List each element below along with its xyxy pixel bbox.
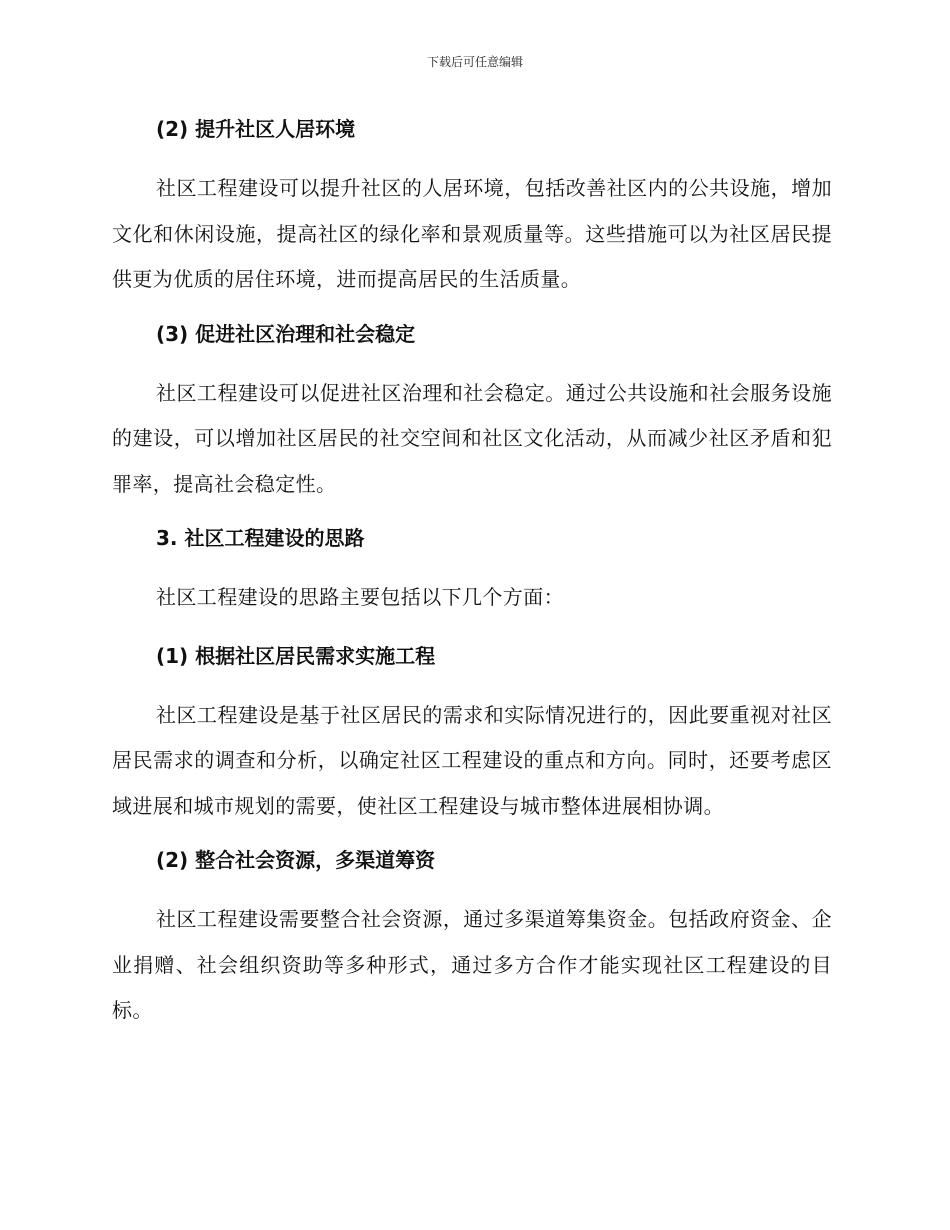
section-heading: (2) 提升社区人居环境 — [156, 117, 356, 141]
section-heading: (3) 促进社区治理和社会稳定 — [156, 321, 416, 346]
paragraph: 社区工程建设的思路主要包括以下几个方面： — [156, 585, 564, 609]
page-header: 下载后可任意编辑 — [426, 55, 523, 69]
document-body — [112, 110, 832, 1046]
section-heading: (2) 整合社会资源，多渠道筹资 — [156, 848, 436, 872]
paragraph: 社区工程建设需要整合社会资源，通过多渠道筹集资金。包括政府资金、企业捐赠、社会组织资助等多种形式，通过多方合作才能实现社区工程建设的目标。 — [112, 907, 832, 1022]
section-heading: (1) 根据社区居民需求实施工程 — [156, 643, 436, 668]
paragraph: 社区工程建设是基于社区居民的需求和实际情况进行的，因此要重视对社区居民需求的调查和分析，以确定社区工程建设的重点和方向。同时，还要考虑区域进展和城市规划的需要，使社区工程建设与城市整体进展相协调。 — [112, 702, 832, 818]
paragraph: 社区工程建设可以促进社区治理和社会稳定。通过公共设施和社会服务设施的建设，可以增加社区居民的社交空间和社区文化活动，从而减少社区矛盾和犯罪率，提高社会稳定性。 — [112, 380, 832, 496]
paragraph: 社区工程建设可以提升社区的人居环境，包括改善社区内的公共设施，增加文化和休闲设施，提高社区的绿化率和景观质量等。这些措施可以为社区居民提供更为优质的居住环境，进而提高居民的生活质量。 — [112, 176, 832, 291]
section-heading: 3. 社区工程建设的思路 — [156, 526, 365, 550]
